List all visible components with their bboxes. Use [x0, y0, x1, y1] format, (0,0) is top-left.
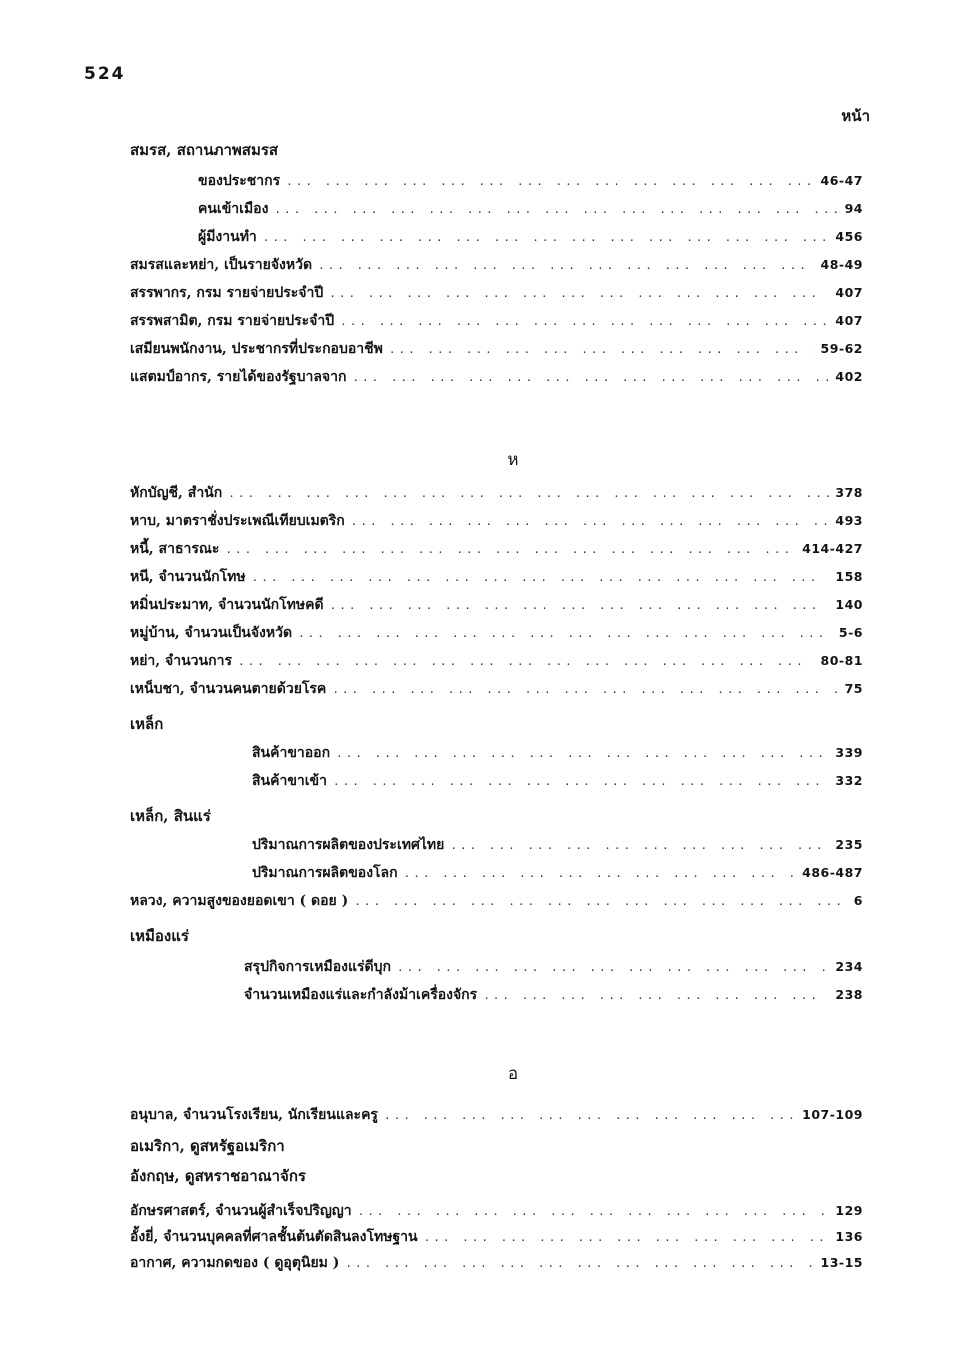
entry-label: สินค้าขาเข้า: [252, 773, 327, 789]
entry-label: หาบ, มาตราชั่งประเพณีเทียบเมตริก: [130, 513, 345, 529]
entry-label: คนเข้าเมือง: [198, 201, 269, 217]
leader-dots: [424, 1231, 830, 1244]
entry-page: 238: [835, 987, 863, 1002]
entry-label: สรรพสามิต, กรม รายจ่ายประจำปี: [130, 313, 335, 329]
index-entry: [130, 890, 863, 916]
leader-dots: [483, 989, 829, 1002]
entry-page: 6: [853, 893, 863, 908]
entry-label: หลวง, ความสูงของยอดเขา ( ดอย ): [130, 893, 349, 909]
index-entry: [130, 1226, 863, 1252]
entry-page: 75: [844, 681, 863, 696]
index-entry: [130, 366, 863, 392]
entry-label: ปริมาณการผลิตของโลก: [252, 865, 398, 881]
leader-dots: [397, 961, 829, 974]
index-entry: [130, 282, 863, 308]
entry-page: 5-6: [838, 625, 863, 640]
index-entry: [130, 566, 863, 592]
index-entry: [244, 956, 863, 982]
entry-page: 378: [835, 485, 863, 500]
entry-label: ผู้มีงานทำ: [198, 229, 257, 245]
entry-label: จำนวนเหมืองแร่และกำลังม้าเครื่องจักร: [244, 987, 478, 1003]
entry-label: สมรสและหย่า, เป็นรายจังหวัด: [130, 257, 313, 273]
page-column-label: หน้า: [841, 107, 870, 125]
leader-dots: [340, 315, 829, 328]
index-entry: [130, 310, 863, 336]
entry-page: 80-81: [820, 653, 863, 668]
index-entry: [130, 678, 863, 704]
entry-label: ของประชากร: [198, 173, 281, 189]
entry-page: 402: [835, 369, 863, 384]
index-entry: [130, 510, 863, 536]
entry-page: 136: [835, 1229, 863, 1244]
entry-page: 129: [835, 1203, 863, 1218]
entry-label: อากาศ, ความกดของ ( ดูอุตุนิยม ): [130, 1255, 340, 1271]
entry-label: ปริมาณการผลิตของประเทศไทย: [252, 837, 445, 853]
index-entry: [252, 834, 863, 860]
leader-dots: [329, 287, 829, 300]
entry-label: อั้งยี่, จำนวนบุคคลที่ศาลชั้นต้นตัดสินลงโทษฐาน: [130, 1229, 418, 1245]
entry-label: แสตมป์อากร, รายได้ของรัฐบาลจาก: [130, 369, 347, 385]
entry-label: อนุบาล, จำนวนโรงเรียน, นักเรียนและครู: [130, 1107, 378, 1123]
index-entry: [130, 1200, 863, 1226]
entry-label: สินค้าขาออก: [252, 745, 331, 761]
leader-dots: [332, 683, 838, 696]
leader-dots: [384, 1109, 796, 1122]
index-entry: [252, 742, 863, 768]
section-letter: อ: [507, 1064, 519, 1084]
leader-dots: [450, 839, 829, 852]
index-entry: [130, 622, 863, 648]
index-entry: [130, 1104, 863, 1130]
entry-label: หนี, จำนวนนักโทษ: [130, 569, 246, 585]
entry-page: 59-62: [820, 341, 863, 356]
entry-page: 407: [835, 285, 863, 300]
entry-page: 407: [835, 313, 863, 328]
index-heading: สมรส, สถานภาพสมรส: [130, 141, 279, 159]
leader-dots: [354, 895, 848, 908]
index-entry: [252, 862, 863, 888]
entry-label: สรุปกิจการเหมืองแร่ดีบุก: [244, 959, 391, 975]
index-entry: [252, 770, 863, 796]
entry-label: สรรพากร, กรม รายจ่ายประจำปี: [130, 285, 324, 301]
page-number: 524: [84, 64, 126, 84]
leader-dots: [274, 203, 838, 216]
index-heading: เหมืองแร่: [130, 927, 189, 945]
index-entry: [244, 984, 863, 1010]
section-letter: ห: [507, 450, 519, 470]
leader-dots: [333, 775, 829, 788]
leader-dots: [263, 231, 830, 244]
leader-dots: [252, 571, 830, 584]
entry-page: 414-427: [802, 541, 863, 556]
index-entry: [130, 254, 863, 280]
index-entry: [198, 226, 863, 252]
leader-dots: [404, 867, 797, 880]
leader-dots: [238, 655, 815, 668]
index-reference: อังกฤษ, ดูสหราชอาณาจักร: [130, 1167, 306, 1185]
index-entry: [130, 338, 863, 364]
entry-page: 234: [835, 959, 863, 974]
index-entry: [198, 170, 863, 196]
leader-dots: [298, 627, 833, 640]
entry-page: 158: [835, 569, 863, 584]
leader-dots: [352, 371, 829, 384]
entry-page: 48-49: [820, 257, 863, 272]
index-entry: [130, 1252, 863, 1278]
index-entry: [130, 482, 863, 508]
entry-label: เหน็บชา, จำนวนคนตายด้วยโรค: [130, 681, 327, 697]
entry-label: หมิ่นประมาท, จำนวนนักโทษคดี: [130, 597, 324, 613]
leader-dots: [389, 343, 815, 356]
entry-label: อักษรศาสตร์, จำนวนผู้สำเร็จปริญญา: [130, 1203, 352, 1219]
entry-page: 486-487: [802, 865, 863, 880]
index-entry: [130, 538, 863, 564]
entry-page: 332: [835, 773, 863, 788]
index-entry: [130, 594, 863, 620]
leader-dots: [286, 175, 814, 188]
leader-dots: [336, 747, 829, 760]
entry-label: หมู่บ้าน, จำนวนเป็นจังหวัด: [130, 625, 293, 641]
leader-dots: [228, 487, 829, 500]
leader-dots: [225, 543, 796, 556]
leader-dots: [318, 259, 814, 272]
index-entry: [130, 650, 863, 676]
entry-label: เสมียนพนักงาน, ประชากรที่ประกอบอาชีพ: [130, 341, 383, 357]
entry-page: 456: [835, 229, 863, 244]
entry-page: 140: [835, 597, 863, 612]
leader-dots: [345, 1257, 814, 1270]
entry-page: 13-15: [820, 1255, 863, 1270]
index-heading: เหล็ก, สินแร่: [130, 807, 211, 825]
index-heading: เหล็ก: [130, 715, 164, 733]
index-reference: อเมริกา, ดูสหรัฐอเมริกา: [130, 1137, 285, 1155]
leader-dots: [351, 515, 830, 528]
entry-label: หย่า, จำนวนการ: [130, 653, 232, 669]
entry-page: 107-109: [802, 1107, 863, 1122]
index-entry: [198, 198, 863, 224]
entry-page: 493: [835, 513, 863, 528]
leader-dots: [330, 599, 830, 612]
entry-page: 94: [844, 201, 863, 216]
entry-page: 46-47: [820, 173, 863, 188]
entry-page: 235: [835, 837, 863, 852]
entry-label: หักบัญชี, สำนัก: [130, 485, 223, 501]
entry-label: หนี้, สาธารณะ: [130, 541, 220, 557]
leader-dots: [358, 1205, 830, 1218]
entry-page: 339: [835, 745, 863, 760]
